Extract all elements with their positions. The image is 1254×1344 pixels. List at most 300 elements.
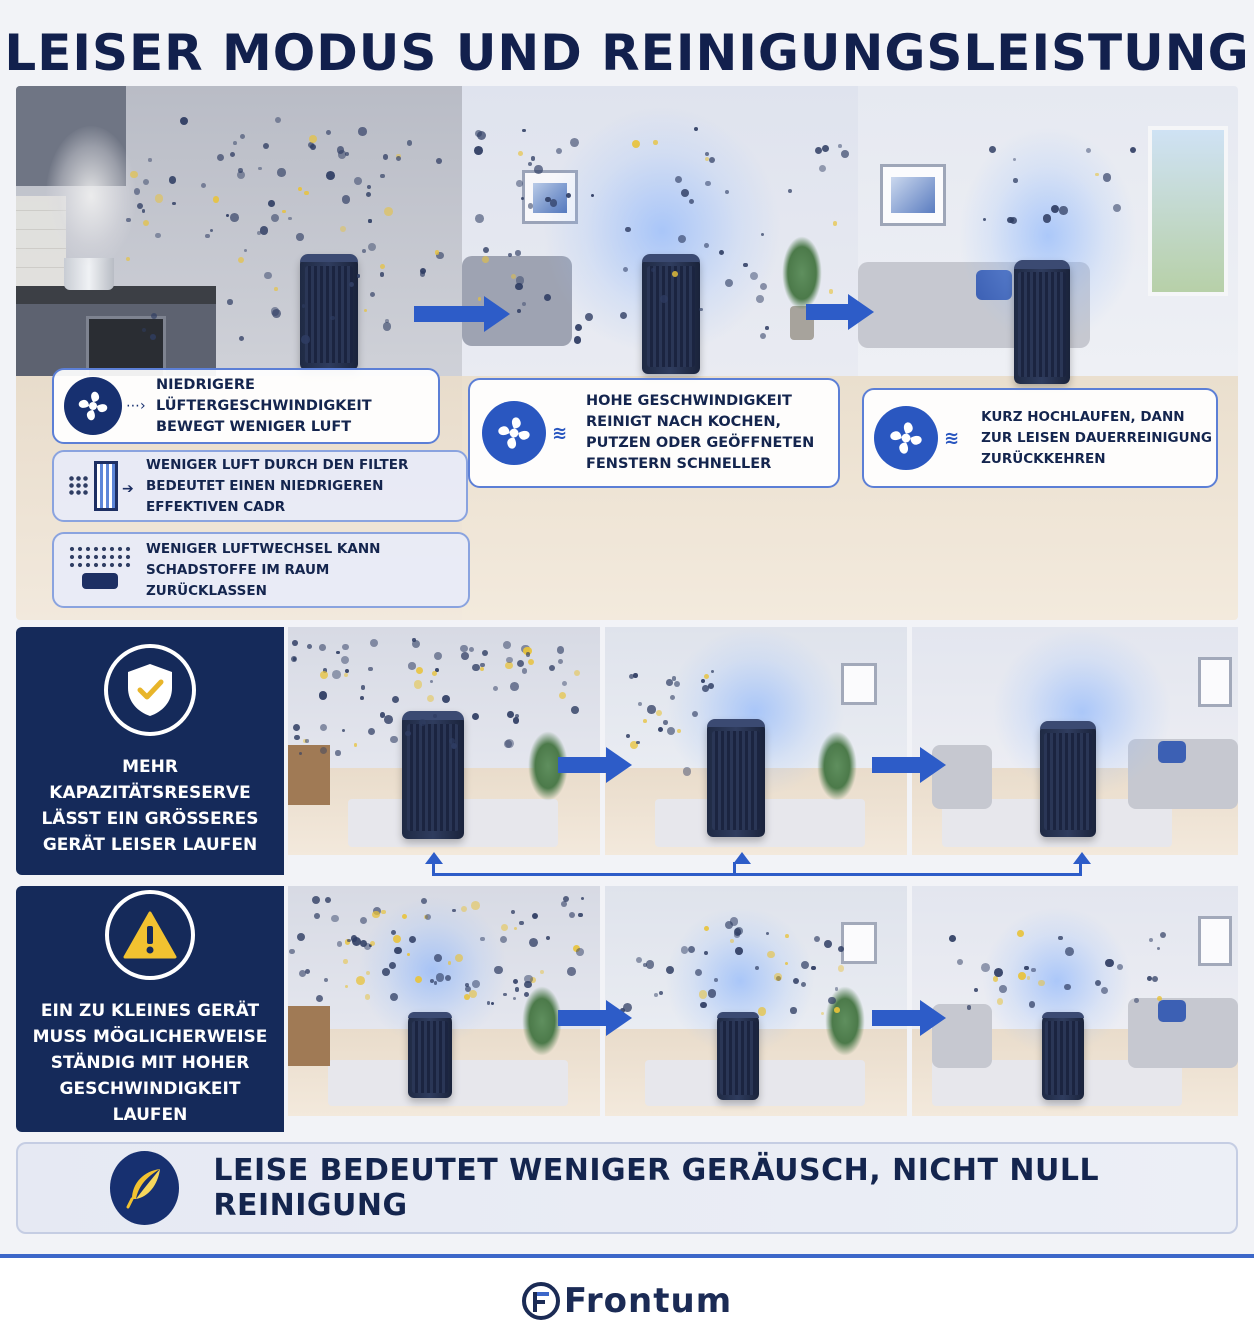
pollutant-particle xyxy=(528,203,533,208)
pollutant-particle xyxy=(760,333,766,339)
fan-icon xyxy=(874,406,938,470)
pollutant-particle xyxy=(469,647,474,652)
pollutant-particle xyxy=(522,302,526,306)
arrow-right-icon xyxy=(806,294,876,330)
pollutant-particle xyxy=(390,736,397,743)
arrow-right-icon xyxy=(558,747,634,783)
airflow-icon: ≋ xyxy=(552,422,568,444)
pollutant-particle xyxy=(838,965,845,972)
pollutant-particle xyxy=(704,951,708,955)
pollutant-particle xyxy=(1149,938,1154,943)
pollutant-particle xyxy=(421,898,427,904)
pollutant-particle xyxy=(434,954,442,962)
pollutant-particle xyxy=(822,145,829,152)
reserve-scene-1 xyxy=(288,627,600,855)
pollutant-particle xyxy=(364,309,368,313)
pollutant-particle xyxy=(515,714,519,718)
pollutant-particle xyxy=(513,717,520,724)
pollutant-particle xyxy=(653,140,657,144)
sofa-pollutant-icon xyxy=(68,545,132,595)
pollutant-particle xyxy=(288,217,291,220)
pollutant-particle xyxy=(522,668,527,673)
pollutant-particle xyxy=(700,1002,706,1008)
pollutant-particle xyxy=(785,934,789,938)
pollutant-particle xyxy=(271,307,280,316)
pollutant-particle xyxy=(142,328,146,332)
pollutant-particle xyxy=(210,229,213,232)
pollutant-particle xyxy=(528,659,534,665)
reserve-panel: MEHR KAPAZITÄTSRESERVE LÄSST EIN GRÖSSERES GERÄT LEISER LAUFEN xyxy=(16,627,284,875)
pollutant-particle xyxy=(407,140,413,146)
pollutant-particle xyxy=(760,283,767,290)
pollutant-particles xyxy=(942,926,1172,1016)
pollutant-particle xyxy=(420,271,425,276)
pollutant-particle xyxy=(626,734,630,738)
pollutant-particle xyxy=(709,157,715,163)
pollutant-particle xyxy=(675,176,682,183)
info-high-speed: ≋ HOHE GESCHWINDIGKEIT REINIGT NACH KOCHEN, PUTZEN ODER GEÖFFNETEN FENSTERN SCHNELLER xyxy=(468,378,840,488)
pollutant-particle xyxy=(142,209,146,213)
pollutant-particle xyxy=(464,994,470,1000)
pollutant-particle xyxy=(472,664,479,671)
small-device-scenes xyxy=(288,886,1238,1116)
pollutant-particle xyxy=(558,659,563,664)
pollutant-particle xyxy=(983,218,986,221)
pollutant-particle xyxy=(659,991,663,995)
pollutant-particle xyxy=(633,673,638,678)
pollutant-particle xyxy=(169,176,176,183)
pollutant-particle xyxy=(338,150,347,159)
pollutant-particle xyxy=(383,154,388,159)
pollutant-particle xyxy=(491,1002,494,1005)
pollutant-particle xyxy=(172,202,176,206)
pollutant-particle xyxy=(226,214,230,218)
pollutant-particle xyxy=(708,989,717,998)
living-scene-quiet xyxy=(858,86,1238,620)
pollutant-particle xyxy=(562,681,567,686)
pollutant-particle xyxy=(370,941,375,946)
pollutant-particle xyxy=(304,191,308,195)
pollutant-particle xyxy=(320,671,328,679)
pollutant-particle xyxy=(143,220,149,226)
pollutant-particle xyxy=(1051,205,1059,213)
pollutant-particle xyxy=(1105,959,1113,967)
pollutant-particle xyxy=(531,156,536,161)
pollutant-particle xyxy=(556,148,562,154)
pollutant-particle xyxy=(767,951,774,958)
pollutant-particle xyxy=(342,644,348,650)
pollutant-particle xyxy=(239,336,244,341)
pollutant-particle xyxy=(289,949,295,955)
pollutant-particle xyxy=(419,719,426,726)
pollutant-particle xyxy=(793,978,799,984)
pollutant-particle xyxy=(360,917,367,924)
pollutant-particle xyxy=(389,962,397,970)
pollutant-particle xyxy=(636,957,643,964)
pollutant-particle xyxy=(240,134,245,139)
info-ramp: ≋ KURZ HOCHLAUFEN, DANN ZUR LEISEN DAUERREINIGUNG ZURÜCKKEHREN xyxy=(862,388,1218,488)
pollutant-particle xyxy=(658,727,663,732)
pollutant-particle xyxy=(755,966,759,970)
pollutant-particle xyxy=(472,713,479,720)
pollutant-particle xyxy=(180,117,188,125)
pollutant-particle xyxy=(647,705,655,713)
pollutant-particle xyxy=(434,981,437,984)
pollutant-particle xyxy=(309,135,317,143)
pollutant-particle xyxy=(834,1007,840,1013)
pollutant-particle xyxy=(307,644,312,649)
pollutant-particle xyxy=(515,987,520,992)
pollutant-particle xyxy=(301,335,309,343)
pollutant-particle xyxy=(396,156,401,161)
pollutant-particle xyxy=(1095,980,1101,986)
pollutant-particle xyxy=(1095,173,1099,177)
info-low-speed: ⋯› NIEDRIGERE LÜFTERGESCHWINDIGKEIT BEWEGT WENIGER LUFT xyxy=(52,368,440,444)
pollutant-particle xyxy=(330,316,334,320)
pollutant-particle xyxy=(681,189,689,197)
pollutant-particle xyxy=(380,264,385,269)
purifier-quiet xyxy=(1014,260,1070,384)
pollutant-particle xyxy=(227,299,232,304)
pollutant-particle xyxy=(667,727,676,736)
pollutant-particle xyxy=(1157,996,1162,1001)
pollutant-particle xyxy=(274,287,278,291)
pollutant-particle xyxy=(1130,147,1136,153)
pollutant-particle xyxy=(275,117,281,123)
pollutant-particle xyxy=(521,197,524,200)
pollutant-particle xyxy=(581,897,584,900)
pollutant-particle xyxy=(258,167,262,171)
pollutant-particle xyxy=(299,970,306,977)
pollutant-particle xyxy=(967,1005,972,1010)
pollutant-particle xyxy=(515,283,522,290)
pollutant-particle xyxy=(643,719,647,723)
pollutant-particle xyxy=(670,695,675,700)
pollutant-particle xyxy=(705,181,711,187)
pollutant-particle xyxy=(282,210,286,214)
pollutant-particle xyxy=(550,199,558,207)
pollutant-particle xyxy=(1018,972,1026,980)
pollutant-particle xyxy=(503,993,507,997)
pollutant-particle xyxy=(150,334,156,340)
pollutant-particle xyxy=(516,180,523,187)
pollutant-particle xyxy=(517,660,524,667)
pollutant-particle xyxy=(513,997,516,1000)
pollutant-particle xyxy=(766,932,769,935)
pollutant-particle xyxy=(758,1007,767,1016)
pollutant-particle xyxy=(451,743,457,749)
pollutant-particle xyxy=(756,295,764,303)
fan-icon xyxy=(64,377,122,435)
pollutant-particle xyxy=(1147,976,1152,981)
pollutant-particle xyxy=(383,322,392,331)
pollutant-particle xyxy=(230,213,239,222)
pollutant-particle xyxy=(514,927,517,930)
small-device-panel: EIN ZU KLEINES GERÄT MUSS MÖGLICHERWEISE STÄNDIG MIT HOHER GESCHWINDIGKEIT LAUFEN xyxy=(16,886,284,1132)
pollutant-particle xyxy=(475,214,484,223)
pollutant-particle xyxy=(1065,947,1074,956)
pollutant-particle xyxy=(368,243,376,251)
pollutant-particle xyxy=(532,913,538,919)
pollutant-particle xyxy=(319,691,328,700)
pollutant-particle xyxy=(524,992,529,997)
pollutant-particle xyxy=(508,253,512,257)
pollutant-particles xyxy=(615,916,845,1016)
pollutant-particle xyxy=(575,324,582,331)
conclusion-banner: LEISE BEDEUTET WENIGER GERÄUSCH, NICHT NULL REINIGUNG xyxy=(16,1142,1238,1234)
pollutant-particle xyxy=(368,219,371,222)
pollutant-particle xyxy=(529,938,538,947)
arrow-right-icon xyxy=(872,1000,948,1036)
pollutant-particle xyxy=(430,680,433,683)
pollutant-particle xyxy=(519,921,523,925)
pollutant-particles xyxy=(288,896,588,1006)
pollutant-particle xyxy=(345,985,348,988)
small-scene-3 xyxy=(912,886,1238,1116)
pollutant-particle xyxy=(1157,947,1161,951)
pollutant-particle xyxy=(999,985,1007,993)
pollutant-particle xyxy=(296,233,303,240)
pollutant-particle xyxy=(155,233,160,238)
pollutant-particle xyxy=(299,752,302,755)
pollutant-particle xyxy=(513,979,518,984)
pollutant-particle xyxy=(271,214,279,222)
pollutant-particle xyxy=(465,983,469,987)
dots-arrow-icon: ⋯› xyxy=(126,398,146,414)
pollutant-particle xyxy=(702,685,709,692)
pollutant-particle xyxy=(297,933,305,941)
pollutant-particle xyxy=(137,203,143,209)
pollutant-particle xyxy=(1024,966,1029,971)
fan-icon xyxy=(482,401,546,465)
pollutant-particle xyxy=(143,179,149,185)
living-scene-high xyxy=(462,86,862,620)
pollutant-particle xyxy=(750,272,758,280)
pollutant-particle xyxy=(801,961,809,969)
pollutant-particle xyxy=(730,939,734,943)
pollutant-particle xyxy=(528,162,532,166)
pollutant-particle xyxy=(507,711,514,718)
pollutant-particle xyxy=(719,250,724,255)
pollutant-particle xyxy=(356,976,365,985)
pollutant-particle xyxy=(213,196,220,203)
pollutant-particle xyxy=(305,739,308,742)
pollutant-particle xyxy=(704,926,709,931)
pollutant-particle xyxy=(517,309,521,313)
pollutant-particle xyxy=(381,910,385,914)
pollutant-particle xyxy=(390,993,398,1001)
pollutant-particle xyxy=(824,940,832,948)
pollutant-particle xyxy=(155,194,164,203)
pollutant-particle xyxy=(344,673,348,677)
pollutant-particle xyxy=(148,158,151,161)
pollutant-particle xyxy=(331,915,339,923)
pollutant-particle xyxy=(651,268,655,272)
pollutant-particle xyxy=(629,674,634,679)
pollutant-particle xyxy=(362,249,366,253)
pollutant-particle xyxy=(292,640,298,646)
pollutant-particle xyxy=(1058,936,1063,941)
pollutant-particle xyxy=(342,195,350,203)
pollutant-particle xyxy=(743,263,747,267)
pollutant-particle xyxy=(360,940,367,947)
pollutant-particle xyxy=(380,174,385,179)
pollutant-particle xyxy=(324,978,329,983)
pollutant-particle xyxy=(1113,204,1121,212)
pollutant-particle xyxy=(828,997,836,1005)
pollutant-particle xyxy=(361,685,365,689)
pollutant-particle xyxy=(349,282,354,287)
pollutant-particles xyxy=(472,126,852,346)
pollutant-particle xyxy=(201,183,206,188)
pollutant-particle xyxy=(1038,980,1044,986)
pollutant-particle xyxy=(408,662,415,669)
pollutant-particle xyxy=(151,313,157,319)
pollutant-particle xyxy=(546,936,550,940)
pollutant-particle xyxy=(1103,173,1111,181)
pollutant-particle xyxy=(522,129,526,133)
pollutant-particle xyxy=(997,998,1004,1005)
cycle-connector xyxy=(432,858,1082,878)
pollutant-particle xyxy=(134,188,140,194)
pollutant-particle xyxy=(841,150,849,158)
pollutant-particle xyxy=(549,665,555,671)
pollutant-particle xyxy=(425,914,431,920)
pollutant-particle xyxy=(354,177,362,185)
pollutant-particle xyxy=(591,194,594,197)
pollutant-particle xyxy=(801,982,806,987)
pollutant-particle xyxy=(833,221,838,226)
small-scene-2 xyxy=(605,886,907,1116)
info-filter: ➔ WENIGER LUFT DURCH DEN FILTER BEDEUTET EINEN NIEDRIGEREN EFFEKTIVEN CADR xyxy=(52,450,468,522)
pollutant-particle xyxy=(725,190,729,194)
small-scene-1 xyxy=(288,886,600,1116)
pollutant-particle xyxy=(503,641,511,649)
pollutant-particle xyxy=(623,267,628,272)
pollutant-particle xyxy=(534,165,543,174)
pollutant-particle xyxy=(337,941,342,946)
pollutant-particle xyxy=(689,199,694,204)
pollutant-particle xyxy=(815,147,822,154)
pollutant-particle xyxy=(625,227,631,233)
pollutant-particle xyxy=(646,960,654,968)
pollutant-particle xyxy=(257,231,262,236)
pollutant-particles xyxy=(126,116,456,346)
brand-footer: Frontum xyxy=(0,1258,1254,1344)
pollutant-particle xyxy=(427,695,435,703)
pollutant-particle xyxy=(571,706,579,714)
pollutant-particle xyxy=(415,976,422,983)
frontum-logo-icon xyxy=(522,1282,560,1320)
airflow-icon: ≋ xyxy=(944,427,960,449)
pollutant-particle xyxy=(372,911,380,919)
pollutant-particle xyxy=(672,271,678,277)
pollutant-particle xyxy=(695,969,702,976)
pollutant-particle xyxy=(316,995,323,1002)
filter-icon: ➔ xyxy=(68,461,138,511)
pollutant-particle xyxy=(699,308,702,311)
pollutant-particle xyxy=(761,233,764,236)
pollutant-particle xyxy=(482,650,489,657)
pollutant-particle xyxy=(518,151,523,156)
pollutant-particle xyxy=(578,913,583,918)
pollutant-particle xyxy=(567,967,576,976)
pollutant-particle xyxy=(461,652,469,660)
pollutant-particle xyxy=(335,750,340,755)
pollutant-particles xyxy=(625,667,715,777)
pollutant-particle xyxy=(436,973,444,981)
pollutant-particle xyxy=(957,959,963,965)
pollutant-particle xyxy=(1010,217,1017,224)
pollutant-particle xyxy=(205,234,210,239)
pollutant-particle xyxy=(678,235,686,243)
pollutant-particle xyxy=(765,326,769,330)
pollutant-particle xyxy=(674,681,680,687)
pollutant-particle xyxy=(569,912,575,918)
pollutant-particle xyxy=(294,735,300,741)
pollutant-particle xyxy=(1086,148,1091,153)
pollutant-particle xyxy=(460,645,467,652)
pollutant-particle xyxy=(407,953,410,956)
pollutant-particle xyxy=(448,961,451,964)
pollutant-particle xyxy=(384,715,393,724)
pollutant-particle xyxy=(788,189,792,193)
pollutant-particle xyxy=(436,158,442,164)
pollutant-particle xyxy=(482,256,489,263)
pollutant-particle xyxy=(126,257,130,261)
pollutant-particle xyxy=(366,192,372,198)
pollutant-particle xyxy=(821,1012,824,1015)
pollutant-particle xyxy=(574,670,580,676)
pollutant-particle xyxy=(332,670,341,679)
pollutant-particle xyxy=(735,947,743,955)
pollutant-particle xyxy=(291,656,297,662)
pollutant-particle xyxy=(405,731,411,737)
pollutant-particle xyxy=(455,954,463,962)
pollutant-particle xyxy=(681,946,688,953)
pollutant-particle xyxy=(660,295,668,303)
pollutant-particle xyxy=(994,968,1003,977)
pollutant-particle xyxy=(620,312,627,319)
pollutant-particle xyxy=(320,747,327,754)
pollutant-particle xyxy=(734,932,740,938)
reserve-scene-2 xyxy=(605,627,907,855)
pollutant-particle xyxy=(1043,214,1052,223)
pollutant-particle xyxy=(342,729,346,733)
pollutant-particle xyxy=(357,274,361,278)
pollutant-particle xyxy=(500,936,508,944)
pollutant-particle xyxy=(701,679,705,683)
pollutant-particle xyxy=(704,243,709,248)
pollutant-particle xyxy=(130,171,137,178)
pollutant-particle xyxy=(705,152,709,156)
pollutant-particle xyxy=(394,947,402,955)
pollutant-particle xyxy=(699,990,707,998)
pollutant-particle xyxy=(1152,976,1158,982)
pollutant-particle xyxy=(1029,1001,1036,1008)
pollutant-particle xyxy=(544,294,551,301)
pollutant-particle xyxy=(238,257,245,264)
pollutant-particle xyxy=(557,646,565,654)
pollutant-particle xyxy=(714,978,718,982)
pollutant-particle xyxy=(483,247,489,253)
pollutant-particle xyxy=(654,993,658,997)
pollutant-particle xyxy=(477,131,486,140)
info-air-change: WENIGER LUFTWECHSEL KANN SCHADSTOFFE IM RAUM ZURÜCKLASSEN xyxy=(52,532,470,608)
pollutant-particle xyxy=(310,144,316,150)
pollutant-particle xyxy=(585,313,594,322)
pollutant-particle xyxy=(494,966,503,975)
